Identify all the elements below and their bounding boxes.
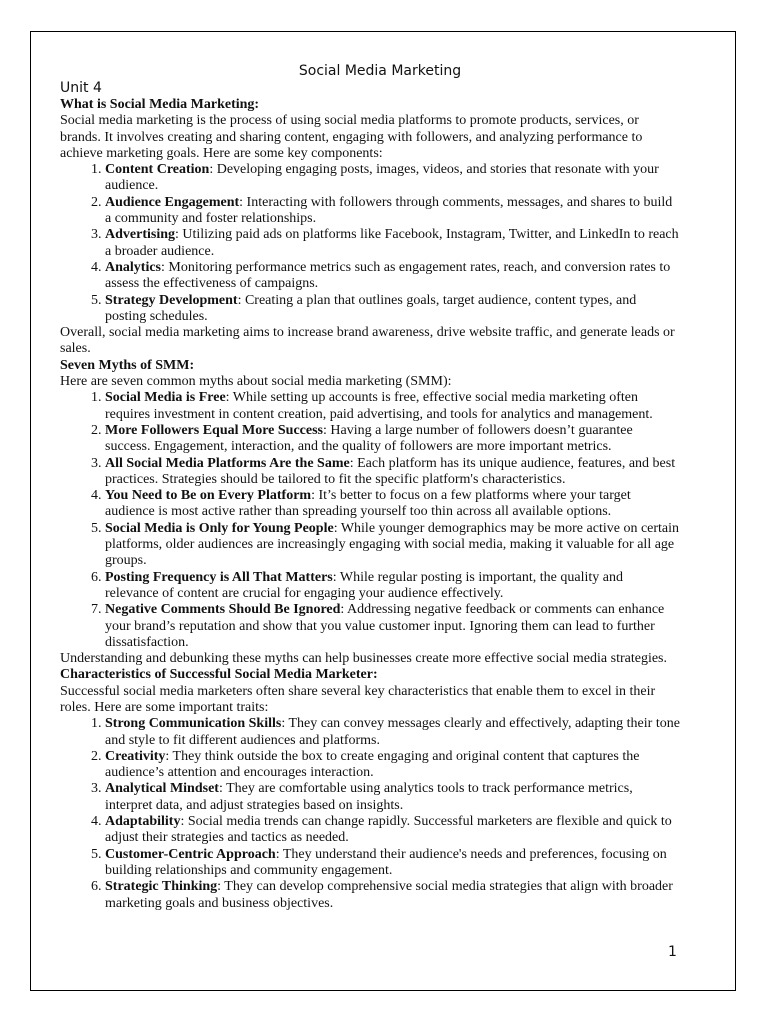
list-item-term: Audience Engagement (105, 194, 240, 210)
section-intro: Successful social media marketers often share several key characteristics that enable them to excel in their roles. Here are some important traits: (60, 683, 656, 715)
list-item (105, 749, 680, 782)
section-seven-myths (60, 358, 680, 668)
list-item-text: : They understand their audience's needs and preferences, focusing on building relationships and community engagement. (105, 846, 667, 878)
trait-list (60, 716, 680, 912)
list-item-term: Social Media is Free (105, 390, 226, 406)
list-item-text: : They are comfortable using analytics tools to track performance metrics, interpret data, and adjust strategies based on insights. (105, 781, 633, 813)
list-item-term: Posting Frequency is All That Matters (105, 569, 333, 585)
list-item-text: : Interacting with followers through comments, messages, and shares to build a community and foster relationships. (105, 194, 673, 227)
section-outro: Understanding and debunking these myths can help businesses create more effective social media strategies. (60, 651, 667, 667)
list-item-text: : Having a large number of followers doesn’t guarantee success. Engagement, interaction, and the quality of followers are more important metrics. (105, 422, 633, 455)
list-item-term: Social Media is Only for Young People (105, 520, 334, 536)
list-item-term: Content Creation (105, 162, 210, 178)
document-content (60, 62, 680, 912)
section-outro: Overall, social media marketing aims to increase brand awareness, drive website traffic, and generate leads or sales. (60, 325, 675, 357)
list-item-term: Analytical Mindset (105, 781, 219, 797)
list-item-term: You Need to Be on Every Platform (105, 488, 312, 504)
list-item-text: : While regular posting is important, the quality and relevance of content are crucial for engaging your audience effectively. (105, 569, 623, 601)
list-item-text: : Monitoring performance metrics such as engagement rates, reach, and conversion rates to assess the effectiveness of campaigns. (105, 259, 671, 292)
list-item-term: More Followers Equal More Success (105, 422, 324, 438)
list-item (105, 570, 680, 603)
list-item (105, 521, 680, 570)
list-item (105, 162, 680, 195)
list-item-term: Strategy Development (105, 292, 238, 308)
list-item (105, 602, 680, 651)
list-item (105, 814, 680, 847)
list-item-term: Negative Comments Should Be Ignored (105, 602, 341, 618)
list-item (105, 227, 680, 260)
list-item-text: : They think outside the box to create engaging and original content that captures the audience’s attention and encourages interaction. (105, 748, 640, 781)
section-heading: What is Social Media Marketing: (60, 97, 260, 112)
list-item (105, 456, 680, 489)
list-item (105, 488, 680, 521)
list-item-text: : They can convey messages clearly and effectively, adapting their tone and style to fit different audiences and platforms. (105, 716, 680, 748)
list-item (105, 716, 680, 749)
unit-label: Unit 4 (60, 80, 102, 96)
list-item-text: : Creating a plan that outlines goals, target audience, content types, and posting schedules. (105, 292, 637, 324)
list-item (105, 293, 680, 326)
section-heading: Seven Myths of SMM: (60, 357, 195, 373)
list-item (105, 260, 680, 293)
section-intro: Here are seven common myths about social media marketing (SMM): (60, 374, 452, 390)
section-what-is-smm (60, 97, 680, 358)
list-item-term: Advertising (105, 227, 175, 243)
section-characteristics (60, 667, 680, 911)
list-item-text: : Addressing negative feedback or comments can enhance your brand’s reputation and show that you value customer input. Ignoring them can lead to further dissatisfaction. (105, 602, 665, 650)
list-item (105, 390, 680, 423)
list-item-text: : Each platform has its unique audience, features, and best practices. Strategies should be tailored to fit the specific platform's characteristics. (105, 455, 676, 487)
list-item-term: Strategic Thinking (105, 879, 218, 895)
list-item (105, 879, 680, 912)
list-item-term: Analytics (105, 259, 161, 275)
list-item-text: : While setting up accounts is free, effective social media marketing often requires investment in content creation, paid advertising, and tools for analytics and management. (105, 390, 653, 422)
list-item (105, 781, 680, 814)
list-item-text: : Utilizing paid ads on platforms like Facebook, Instagram, Twitter, and LinkedIn to reach a broader audience. (105, 227, 679, 259)
document-title: Social Media Marketing (298, 63, 462, 79)
page-number: 1 (668, 944, 677, 960)
list-item-term: All Social Media Platforms Are the Same (105, 455, 350, 471)
list-item-text: : They can develop comprehensive social media strategies that align with broader marketing goals and business objectives. (105, 879, 673, 911)
list-item-term: Strong Communication Skills (105, 716, 282, 732)
list-item (105, 847, 680, 880)
section-intro: Social media marketing is the process of using social media platforms to promote products, services, or brands. It involves creating and sharing content, engaging with followers, and analyzing performance to achieve marketing goals. Here are some key components: (60, 113, 643, 161)
list-item-term: Adaptability (105, 814, 181, 830)
list-item (105, 195, 680, 228)
list-item-text: : Developing engaging posts, images, videos, and stories that resonate with your audience. (105, 162, 659, 194)
list-item-text: : It’s better to focus on a few platforms where your target audience is most active rather than spreading yourself too thin across all available options. (105, 488, 631, 520)
list-item-text: : Social media trends can change rapidly. Successful marketers are flexible and quick to adjust their strategies and tactics as needed. (105, 814, 672, 846)
component-list (60, 162, 680, 325)
section-heading: Characteristics of Successful Social Media Marketer: (60, 667, 378, 683)
list-item (105, 423, 680, 456)
list-item-term: Creativity (105, 748, 166, 764)
list-item-text: : While younger demographics may be more active on certain platforms, older audiences are increasingly engaging with social media, making it valuable for all age groups. (105, 520, 680, 569)
myth-list (60, 390, 680, 651)
list-item-term: Customer-Centric Approach (105, 846, 276, 862)
